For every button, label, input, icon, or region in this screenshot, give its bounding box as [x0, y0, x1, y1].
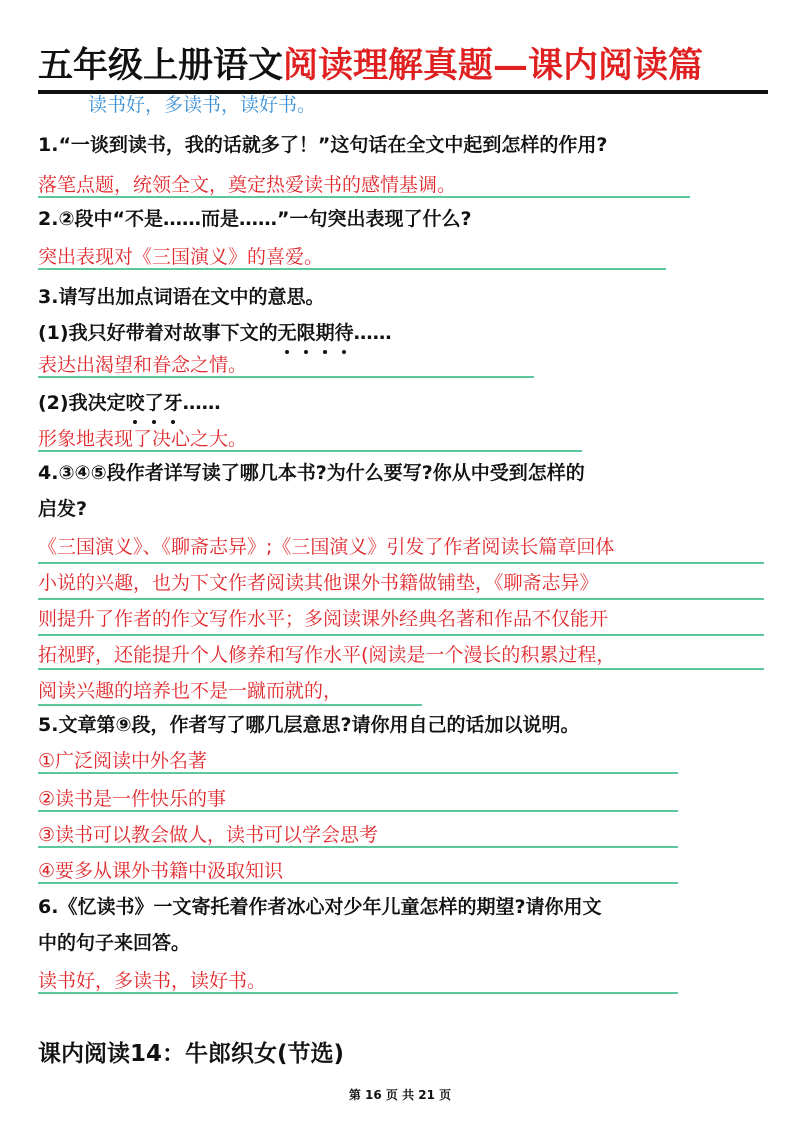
q5-answer-3: ③读书可以教会做人，读书可以学会思考: [38, 824, 379, 846]
q5-answer-2: ②读书是一件快乐的事: [38, 788, 227, 810]
q5-answer-underline: [38, 846, 678, 848]
q2-answer: 突出表现对《三国演义》的喜爱。: [38, 246, 324, 268]
q5-answer-4: ④要多从课外书籍中汲取知识: [38, 860, 284, 882]
q4-question-line1: 4.③④⑤段作者详写读了哪几本书?为什么要写?你从中受到怎样的: [38, 462, 585, 484]
q5-answer-underline: [38, 772, 678, 774]
dotted-char: 无: [278, 316, 297, 350]
q3-sub2-answer: 形象地表现了决心之大。: [38, 428, 248, 450]
q4-answer-line: 则提升了作者的作文写作水平；多阅读课外经典名著和作品不仅能开: [38, 608, 609, 630]
q4-answer-underline: [38, 704, 422, 706]
q4-question-line2: 启发?: [38, 498, 88, 520]
title-black-part: 五年级上册语文: [38, 45, 284, 86]
q1-answer-underline: [38, 196, 690, 198]
q4-answer-underline: [38, 634, 764, 636]
q5-answer-underline: [38, 810, 678, 812]
q1-question: 1.“一谈到读书，我的话就多了！”这句话在全文中起到怎样的作用?: [38, 134, 608, 156]
q4-answer-line: 《三国演义》、《聊斋志异》;《三国演义》引发了作者阅读长篇章回体: [38, 536, 615, 558]
dotted-char: 牙: [164, 386, 183, 420]
q2-answer-underline: [38, 268, 666, 270]
dotted-char: 限: [297, 316, 316, 350]
q3-sub2: [38, 386, 221, 420]
subtitle: 读书好，多读书，读好书。: [88, 94, 317, 116]
q1-answer: 落笔点题，统领全文，奠定热爱读书的感情基调。: [38, 174, 457, 196]
q3-sub2-text: (2)我决定: [38, 392, 126, 414]
q4-answer-line: 拓视野，还能提升个人修养和写作水平(阅读是一个漫长的积累过程，: [38, 644, 616, 666]
q5-answer-underline: [38, 882, 678, 884]
q3-sub1-underline: [38, 376, 534, 378]
q6-question-line1: 6.《忆读书》一文寄托着作者冰心对少年儿童怎样的期望?请你用文: [38, 896, 602, 918]
page-title: [38, 38, 768, 94]
q3-sub1: [38, 316, 392, 350]
q3-sub2-ellipsis: ……: [182, 392, 221, 414]
q4-answer-underline: [38, 598, 764, 600]
q2-question: 2.②段中“不是……而是……”一句突出表现了什么?: [38, 208, 472, 230]
q3-sub1-text: (1)我只好带着对故事下文的: [38, 322, 278, 344]
section-title: 课内阅读14：牛郎织女(节选): [38, 1041, 345, 1067]
q6-question-line2: 中的句子来回答。: [38, 932, 191, 954]
dotted-char: 待: [335, 316, 354, 350]
q4-answer-line: 小说的兴趣，也为下文作者阅读其他课外书籍做铺垫，《聊斋志异》: [38, 572, 599, 594]
dotted-char: 期: [316, 316, 335, 350]
dotted-char: 咬: [126, 386, 145, 420]
q5-question: 5.文章第⑨段，作者写了哪几层意思?请你用自己的话加以说明。: [38, 714, 580, 736]
q5-answer-1: ①广泛阅读中外名著: [38, 750, 208, 772]
title-red-part: 阅读理解真题—课内阅读篇: [283, 45, 704, 86]
q3-question: 3.请写出加点词语在文中的意思。: [38, 286, 325, 308]
q6-answer-underline: [38, 992, 678, 994]
page-number: 第 16 页 共 21 页: [348, 1088, 452, 1102]
q4-answer-underline: [38, 668, 764, 670]
q4-answer-line: 阅读兴趣的培养也不是一蹴而就的，: [38, 680, 343, 702]
q4-answer-underline: [38, 562, 764, 564]
q3-sub2-underline: [38, 450, 582, 452]
q3-sub1-answer: 表达出渴望和眷念之情。: [38, 354, 248, 376]
dotted-char: 了: [145, 386, 164, 420]
q6-answer: 读书好，多读书，读好书。: [38, 970, 267, 992]
q3-sub1-ellipsis: ……: [353, 322, 392, 344]
